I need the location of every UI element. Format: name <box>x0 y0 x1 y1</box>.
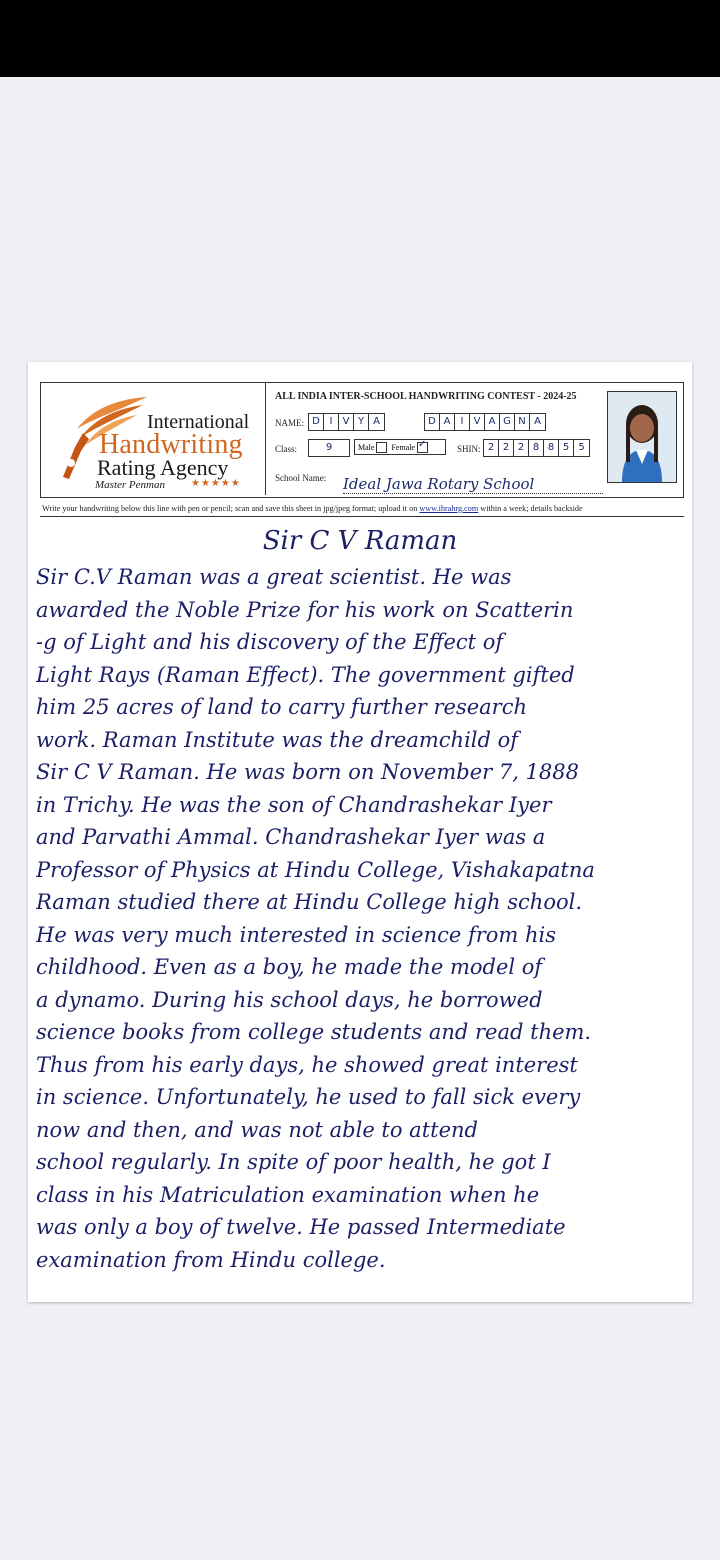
essay-line: him 25 acres of land to carry further research <box>36 695 528 719</box>
name-label: NAME: <box>275 418 304 428</box>
essay-line: Light Rays (Raman Effect). The government gifted <box>36 662 575 687</box>
shin-digit-cell: 2 <box>484 440 499 456</box>
school-name-value: Ideal Jawa Rotary School <box>343 475 603 494</box>
logo-stars: ★★★★★ <box>191 478 241 489</box>
name-letter-cell: A <box>373 416 380 427</box>
shin-digit-cell: 8 <box>544 440 559 456</box>
divider <box>40 516 684 517</box>
essay-line: class in his Matriculation examination when he <box>36 1182 540 1207</box>
name-letter-cell: N <box>515 414 530 430</box>
logo-line-international: International <box>147 411 250 433</box>
student-portrait-icon <box>608 392 676 482</box>
name-letter-cell: V <box>339 414 354 430</box>
essay-title: Sir C V Raman <box>262 526 458 556</box>
essay-line: science books from college students and read them. <box>36 1020 592 1044</box>
essay-line: was only a boy of twelve. He passed Intermediate <box>36 1215 566 1239</box>
essay-line: work. Raman Institute was the dreamchild of <box>36 727 519 752</box>
status-bar <box>0 0 720 77</box>
essay-line: Professor of Physics at Hindu College, Vishakapatna <box>36 857 595 882</box>
name-letter-cell: D <box>309 414 324 430</box>
logo-line-master-penman: Master Penman <box>95 479 165 491</box>
shin-digit-cell: 5 <box>559 440 574 456</box>
essay-line: He was very much interested in science from his <box>36 922 557 947</box>
essay-line: examination from Hindu college. <box>36 1247 386 1272</box>
name-letter-cell: A <box>485 414 500 430</box>
male-checkbox <box>376 442 387 453</box>
essay-line: and Parvathi Ammal. Chandrashekar Iyer was a <box>36 825 546 849</box>
essay-line: -g of Light and his discovery of the Effect of <box>36 630 504 654</box>
essay-line: now and then, and was not able to attend <box>36 1117 478 1142</box>
shin-digit-cell: 8 <box>529 440 544 456</box>
name-letter-cell: A <box>440 414 455 430</box>
shin-digit-cell: 2 <box>514 440 529 456</box>
class-value: 9 <box>325 442 333 453</box>
essay-body <box>36 561 692 1276</box>
name-letter-cell: I <box>455 414 470 430</box>
essay-line: in Trichy. He was the son of Chandrashekar Iyer <box>36 792 552 817</box>
school-name-label: School Name: <box>275 473 327 483</box>
name-letter-cell: G <box>500 414 515 430</box>
name-letter-cell: Y <box>354 414 369 430</box>
upload-link[interactable]: www.ihrahrg.com <box>419 504 479 513</box>
essay-line: childhood. Even as a boy, he made the model of <box>36 955 543 979</box>
instructions-text-end: within a week; details backside <box>478 504 583 513</box>
shin-digit-cell: 2 <box>499 440 514 456</box>
upload-instructions <box>42 504 583 513</box>
essay-line: Thus from his early days, he showed great interest <box>36 1052 578 1077</box>
name-letter-cell: V <box>470 414 485 430</box>
name-letter-cell: D <box>425 414 440 430</box>
class-label: Class: <box>275 444 298 454</box>
shin-boxes <box>483 439 590 457</box>
instructions-text: Write your handwriting below this line with pen or pencil; scan and save this sheet in jpg/jpeg format; upload it on <box>42 504 420 513</box>
worksheet <box>28 362 692 1302</box>
name-last-boxes <box>424 413 546 431</box>
contest-title: ALL INDIA INTER-SCHOOL HANDWRITING CONTEST - 2024-25 <box>275 391 577 402</box>
student-photo <box>607 391 677 483</box>
name-first-boxes <box>308 413 385 431</box>
sheet-header <box>40 382 684 498</box>
essay-line: awarded the Noble Prize for his work on Scatterin <box>36 597 574 622</box>
essay-line: in science. Unfortunately, he used to fall sick every <box>36 1085 581 1109</box>
shin-label: SHIN: <box>457 444 481 454</box>
class-value-box <box>308 439 350 457</box>
female-checkbox <box>417 442 428 453</box>
logo-line-rating-agency: Rating Agency <box>97 455 229 480</box>
agency-logo <box>41 383 266 495</box>
essay-line: school regularly. In spite of poor health, he got I <box>36 1150 551 1174</box>
essay-line: Sir C V Raman. He was born on November 7, 1888 <box>36 760 580 784</box>
essay-line: Raman studied there at Hindu College high school. <box>36 890 582 914</box>
female-label: Female <box>391 442 415 452</box>
name-letter-cell: A <box>534 416 541 427</box>
logo-line-handwriting: Handwriting <box>99 429 243 460</box>
male-label: Male <box>358 442 375 452</box>
gender-boxes <box>354 439 446 455</box>
essay-line: a dynamo. During his school days, he borrowed <box>36 987 543 1012</box>
shin-digit-cell: 5 <box>578 442 585 453</box>
name-letter-cell: I <box>324 414 339 430</box>
essay-line: Sir C.V Raman was a great scientist. He was <box>36 565 512 589</box>
